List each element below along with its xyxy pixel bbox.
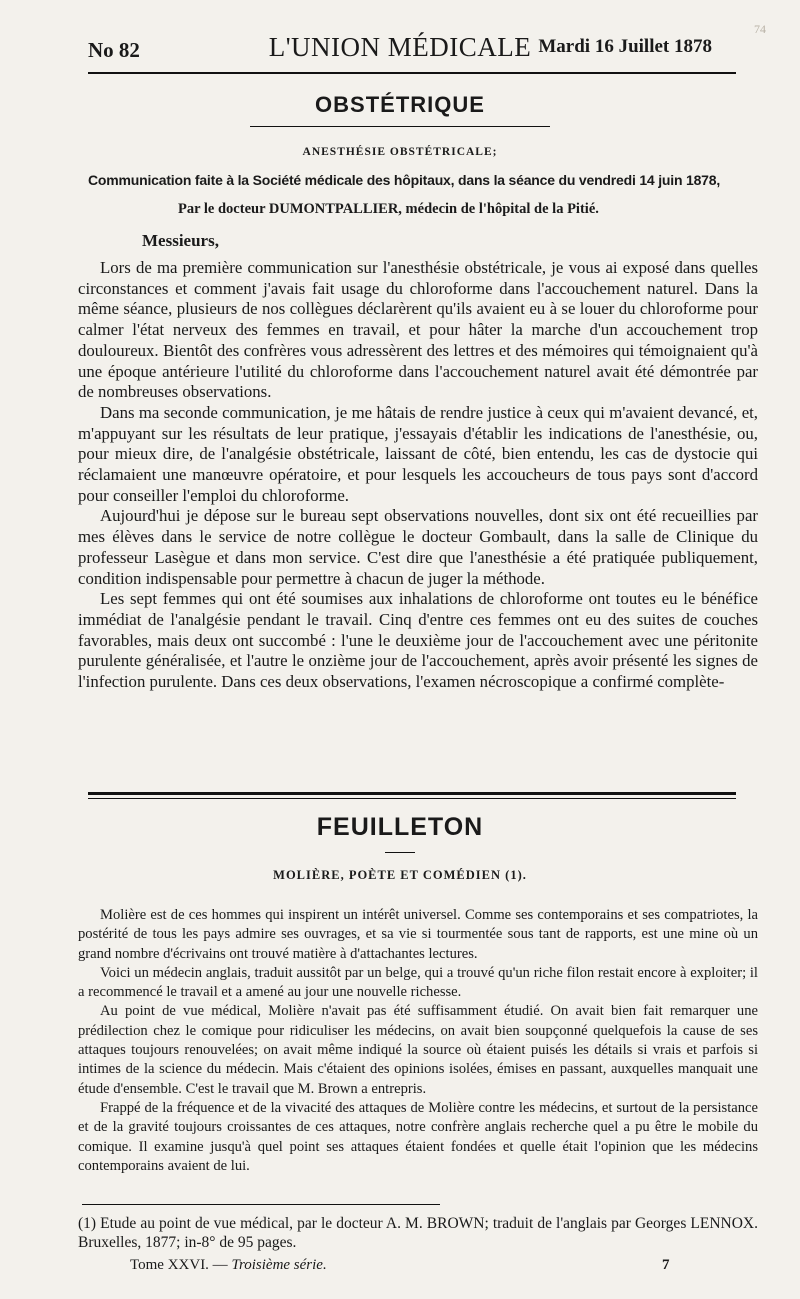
feuilleton-rule-bottom (88, 798, 736, 799)
article-paragraph: Les sept femmes qui ont été soumises aux inhalations de chloroforme ont toutes eu le bénéfice immédiat de l'analgésie pendant le travail. Cinq d'entre ces femmes ont eu des suites de couches favorables, mais deux ont succombé : l'une le deuxième jour de l'accouchement avec une péritonite purulente généralisée, et l'autre le onzième jour de l'accouchement, après avoir présenté les signes de l'infection purulente. Dans ces deux observations, l'examen nécroscopique a confirmé complète- (78, 589, 758, 692)
feuilleton-subtitle: MOLIÈRE, POÈTE ET COMÉDIEN (1). (273, 868, 527, 882)
feuilleton-paragraph: Frappé de la fréquence et de la vivacité des attaques de Molière contre les médecins, et surtout de la persistance et de la gravité toujours croissantes de ces attaques, notre confrère anglais recherche quel a pu être le mobile du comique. Il examine jusqu'à quel point ses attaques étaient fondées et quelle était l'opinion que les médecins contemporains avaient de lui. (78, 1099, 758, 1174)
margin-note: 74 (754, 22, 766, 36)
feuilleton-rule-top (88, 792, 736, 795)
feuilleton-small-rule (385, 852, 415, 853)
serie-label: Troisième série. (231, 1257, 327, 1273)
feuilleton-paragraph: Voici un médecin anglais, traduit aussitôt par un belge, qui a trouvé qu'un riche filon restait encore à exploiter; il a recommencé le travail et a amené au jour une nouvelle richesse. (78, 964, 758, 1001)
feuilleton-paragraph: Molière est de ces hommes qui inspirent un intérêt universel. Comme ses contemporains et ses compatriotes, la postérité de tous les pays admire ses ouvrages, et sa vie si tourmentée sous tant de rapports, est une mine où un grand nombre d'écrivains ont trouvé matière à d'attachantes lectures. (78, 907, 758, 962)
journal-title: L'UNION MÉDICALE (268, 32, 532, 62)
footer-tome (130, 1257, 327, 1274)
masthead (88, 28, 712, 68)
masthead-rule (88, 72, 736, 74)
article-author: Par le docteur DUMONTPALLIER, médecin de l'hôpital de la Pitié. (178, 201, 599, 217)
article-paragraph: Lors de ma première communication sur l'anesthésie obstétricale, je vous ai exposé dans quelles circonstances et comment j'avais fait usage du chloroforme dans l'accouchement naturel. Dans la même séance, plusieurs de nos collègues déclarèrent qu'ils avaient eu à se louer du chloroforme pour calmer l'état nerveux des femmes en travail, et pour hâter la marche d'un accouchement trop douloureux. Bientôt des confrères vous adressèrent des lettres et des mémoires qui témoignaient qu'à une époque antérieure l'utilité du chloroforme dans l'accouchement naturel avait été démontrée par de nombreuses observations. (78, 258, 758, 402)
section-title-obstetrique: OBSTÉTRIQUE (0, 92, 800, 118)
salutation: Messieurs, (142, 231, 219, 250)
communication-note: Communication faite à la Société médicale des hôpitaux, dans la séance du vendredi 14 juin 1878, (88, 172, 721, 188)
tome-label: Tome XXVI. — (130, 1257, 232, 1273)
issue-number: No 82 (88, 38, 140, 62)
footnote-rule (82, 1204, 440, 1205)
feuilleton-paragraph: Au point de vue médical, Molière n'avait pas été suffisamment étudié. On avait bien fait remarquer une prédilection chez le comique pour ridiculiser les médecins, on avait bien soupçonné quelquefois la cause de ses attaques toujours renouvelées; on avait même indiqué la source où étaient puisés les détails si vrais et parfois si intimes de la science du médecin. Mais c'étaient des opinions isolées, émises en passant, auxquelles manquait une étude d'ensemble. C'est le travail que M. Brown a entrepris. (78, 1003, 758, 1097)
page-number: 7 (662, 1257, 670, 1273)
article-paragraph: Dans ma seconde communication, je me hâtais de rendre justice à ceux qui m'avaient devancé, et, m'appuyant sur les résultats de leur pratique, j'essayais d'établir les indications de l'anesthésie, ou, pour mieux dire, de l'analgésie obstétricale, laissant de côté, bien entendu, les cas de dystocie qui réclamaient une manœuvre opératoire, et pour lesquels les accoucheurs de tous pays sont d'accord pour conseiller l'emploi du chloroforme. (78, 402, 758, 505)
section-rule (250, 126, 550, 127)
article-paragraph: Aujourd'hui je dépose sur le bureau sept observations nouvelles, dont six ont été recueillies par mes élèves dans le service de notre collègue le docteur Gombault, dans la salle de Clinique du professeur Lasègue et dans mon service. C'est dire que l'anesthésie a été pratiquée publiquement, condition indispensable pour permettre à chacun de juger la méthode. (78, 506, 758, 588)
article-body (78, 258, 758, 693)
article-subject: ANESTHÉSIE OBSTÉTRICALE; (302, 146, 498, 158)
footnote: (1) Etude au point de vue médical, par le docteur A. M. BROWN; traduit de l'anglais par Georges LENNOX. Bruxelles, 1877; in-8° de 95 pages. (78, 1215, 758, 1251)
issue-date: Mardi 16 Juillet 1878 (538, 36, 712, 57)
section-title-feuilleton: FEUILLETON (0, 813, 800, 842)
feuilleton-body (78, 906, 758, 1176)
